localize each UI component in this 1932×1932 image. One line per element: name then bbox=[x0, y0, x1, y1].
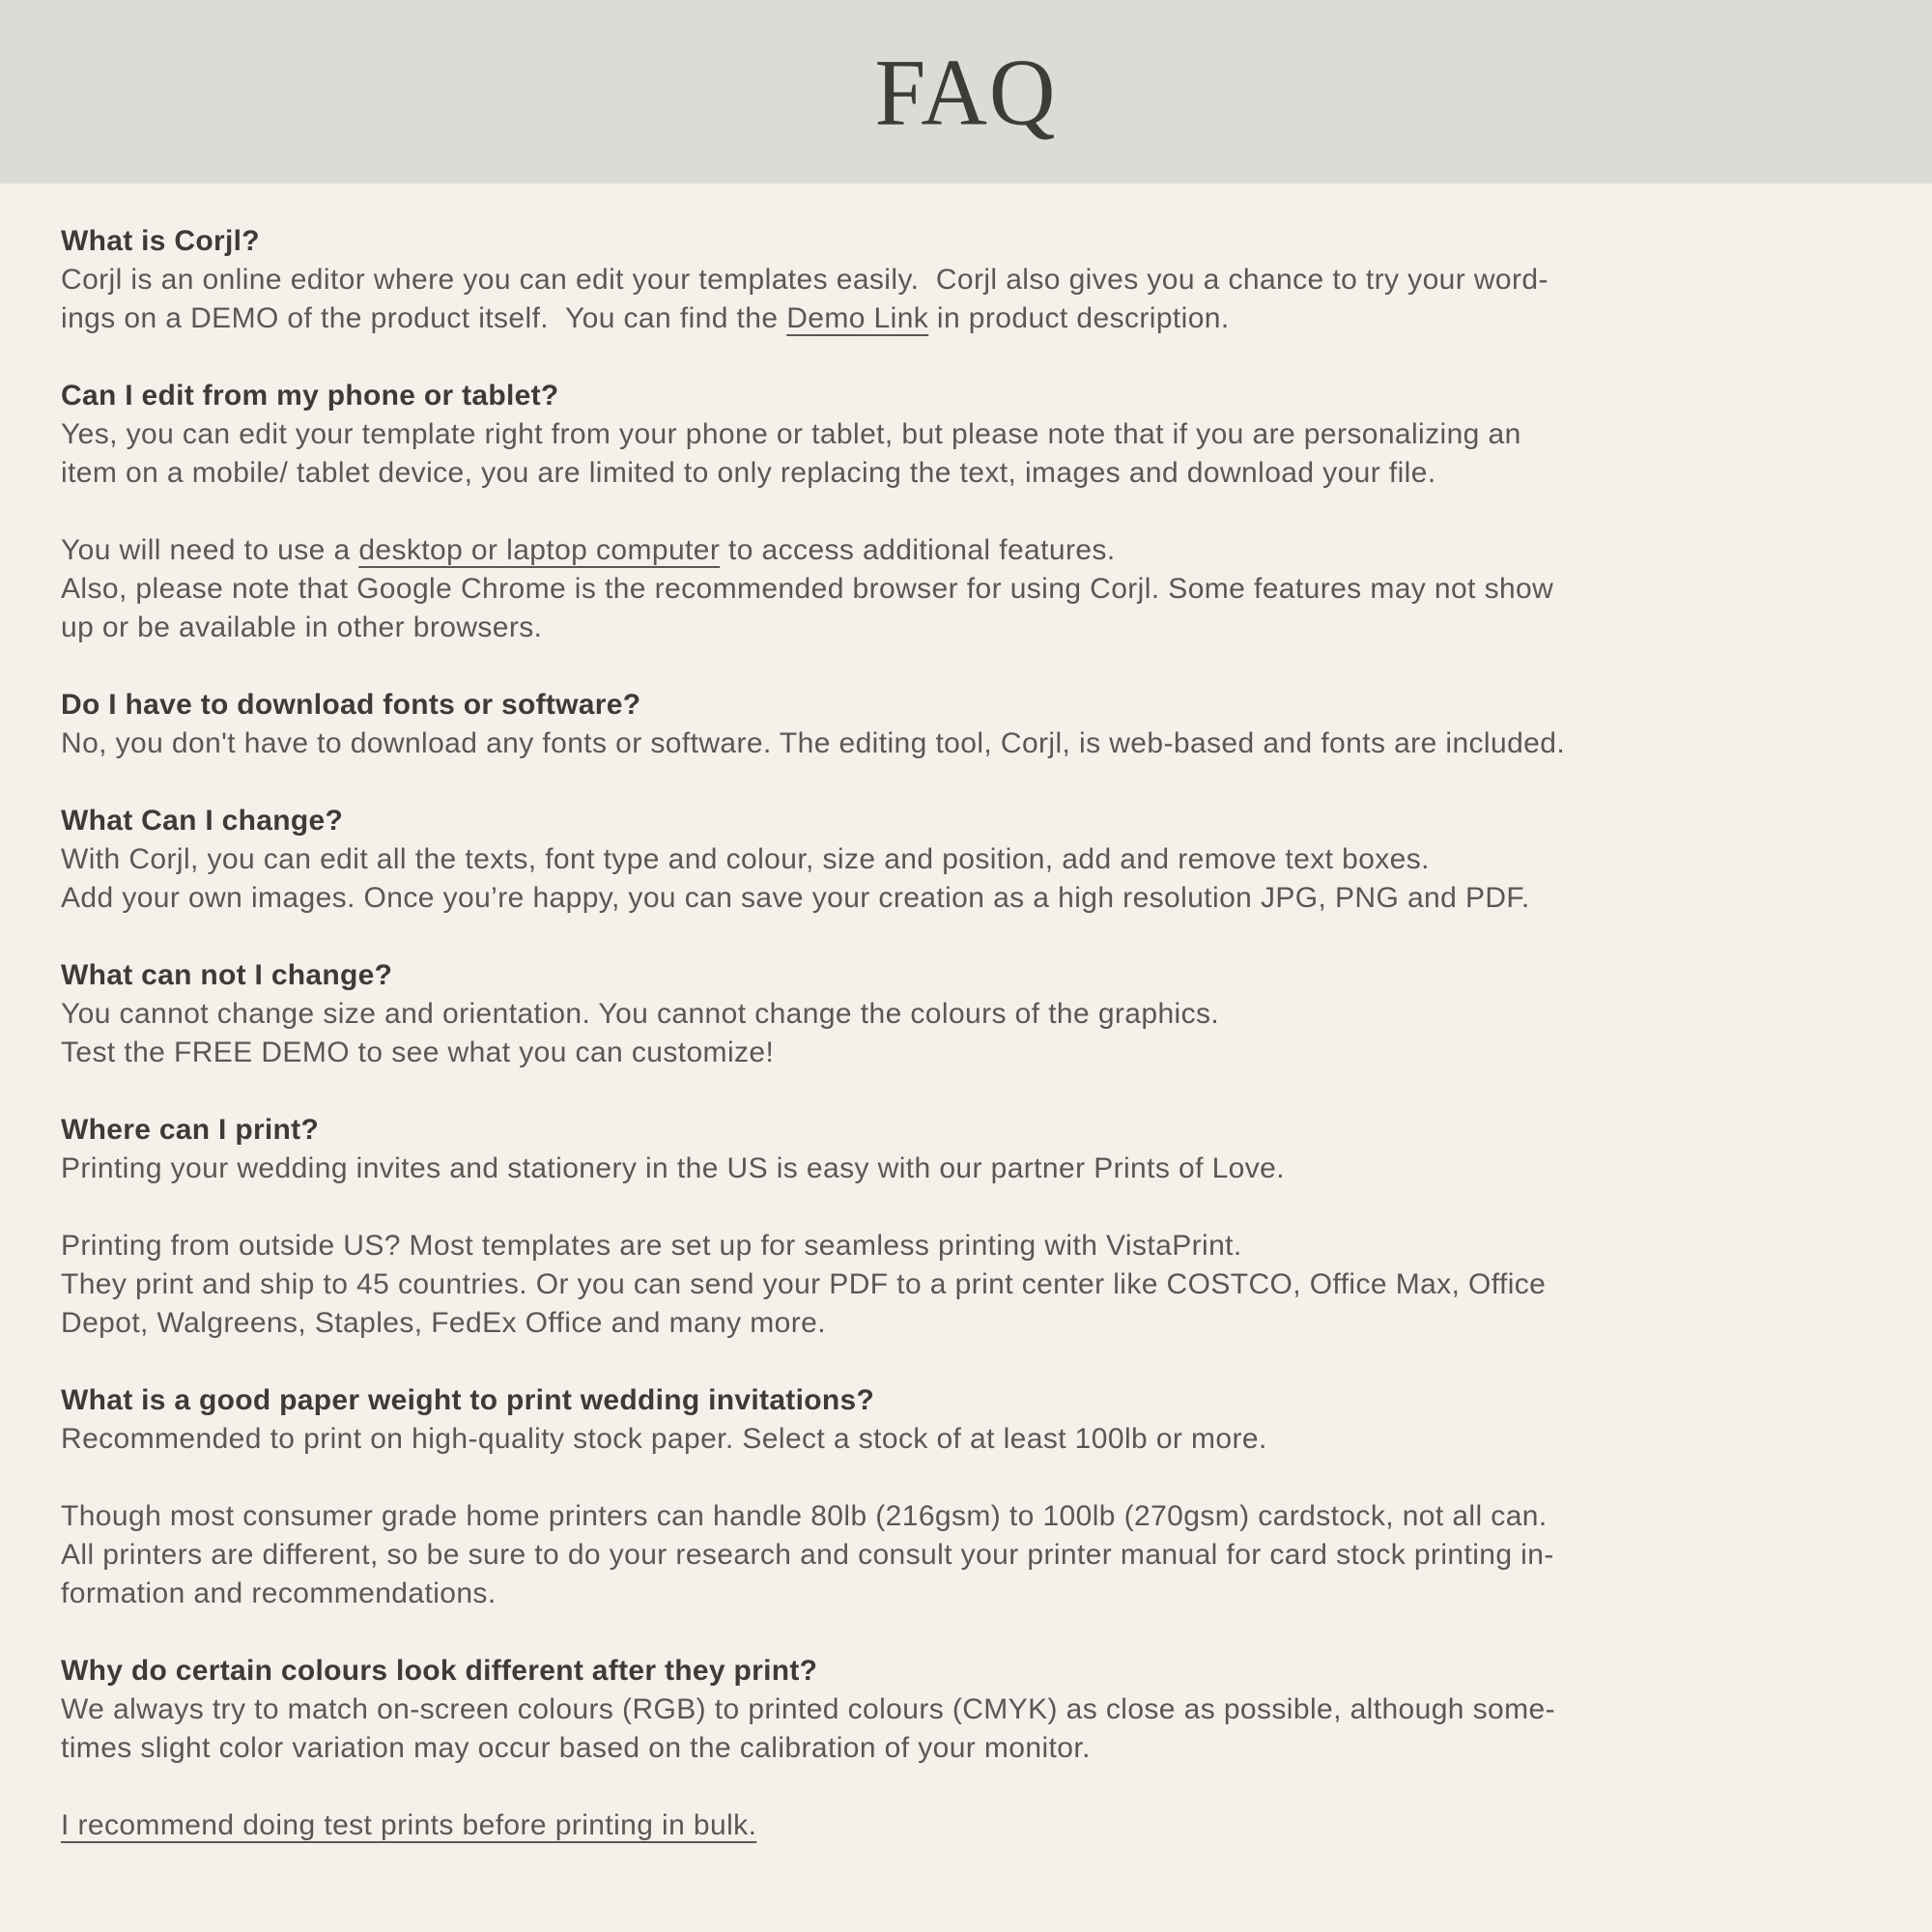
faq-section bbox=[61, 1381, 1871, 1613]
answer-text: We always try to match on-screen colours (RGB) to printed colours (CMYK) as close as possible, although some- bbox=[61, 1693, 1555, 1725]
faq-answer-line bbox=[61, 1227, 1871, 1265]
faq-answer-line bbox=[61, 1729, 1871, 1768]
answer-text: Add your own images. Once you’re happy, you can save your creation as a high resolution JPG, PNG and PDF. bbox=[61, 882, 1530, 914]
answer-text: Depot, Walgreens, Staples, FedEx Office and many more. bbox=[61, 1307, 826, 1339]
answer-text: Though most consumer grade home printers can handle 80lb (216gsm) to 100lb (270gsm) cardstock, not all can. bbox=[61, 1500, 1548, 1532]
faq-answer-line bbox=[61, 1690, 1871, 1729]
faq-answer-line bbox=[61, 995, 1871, 1034]
answer-text: You cannot change size and orientation. You cannot change the colours of the graphics. bbox=[61, 998, 1220, 1030]
answer-text: ings on a DEMO of the product itself. You can find the bbox=[61, 302, 787, 334]
faq-section bbox=[61, 802, 1871, 918]
answer-text: in product description. bbox=[928, 302, 1230, 334]
answer-text: Test the FREE DEMO to see what you can customize! bbox=[61, 1037, 775, 1068]
faq-section bbox=[61, 956, 1871, 1072]
answer-text: formation and recommendations. bbox=[61, 1577, 497, 1609]
faq-question: Where can I print? bbox=[61, 1114, 320, 1146]
faq-section bbox=[61, 1111, 1871, 1343]
answer-text: Printing your wedding invites and stationery in the US is easy with our partner Prints of Love. bbox=[61, 1152, 1285, 1184]
faq-answer-line bbox=[61, 1150, 1871, 1188]
faq-section bbox=[61, 377, 1871, 647]
faq-answer-line bbox=[61, 531, 1871, 570]
faq-answer-line bbox=[61, 1497, 1871, 1536]
answer-text: up or be available in other browsers. bbox=[61, 611, 543, 643]
blank-line bbox=[61, 1188, 1871, 1227]
blank-line bbox=[61, 493, 1871, 531]
faq-question: Can I edit from my phone or tablet? bbox=[61, 380, 559, 412]
test-prints-recommendation: I recommend doing test prints before printing in bulk. bbox=[61, 1809, 757, 1841]
page-header bbox=[0, 0, 1932, 184]
faq-question: What Can I change? bbox=[61, 805, 344, 837]
faq-question: What is a good paper weight to print wedding invitations? bbox=[61, 1384, 875, 1416]
faq-answer-line bbox=[61, 570, 1871, 609]
faq-question: Why do certain colours look different after they print? bbox=[61, 1655, 818, 1687]
desktop-laptop-emphasis: desktop or laptop computer bbox=[358, 534, 721, 566]
faq-section bbox=[61, 1652, 1871, 1845]
answer-text: to access additional features. bbox=[720, 534, 1116, 566]
answer-text: They print and ship to 45 countries. Or you can send your PDF to a print center like COSTCO, Office Max, Office bbox=[61, 1268, 1547, 1300]
faq-answer-line bbox=[61, 609, 1871, 647]
blank-line bbox=[61, 1768, 1871, 1806]
faq-answer-line bbox=[61, 415, 1871, 454]
faq-answer-line bbox=[61, 840, 1871, 879]
faq-answer-line bbox=[61, 1034, 1871, 1072]
faq-question: What is Corjl? bbox=[61, 225, 260, 257]
blank-line bbox=[61, 1459, 1871, 1497]
faq-section bbox=[61, 686, 1871, 763]
faq-answer-line bbox=[61, 1265, 1871, 1304]
answer-text: Also, please note that Google Chrome is the recommended browser for using Corjl. Some features may not show bbox=[61, 573, 1554, 605]
answer-text: All printers are different, so be sure to do your research and consult your printer manual for card stock printing in- bbox=[61, 1539, 1554, 1571]
faq-answer-line bbox=[61, 879, 1871, 918]
faq-answer-line bbox=[61, 1575, 1871, 1613]
answer-text: Yes, you can edit your template right from your phone or tablet, but please note that if you are personalizing an bbox=[61, 418, 1521, 450]
answer-text: Recommended to print on high-quality stock paper. Select a stock of at least 100lb or more. bbox=[61, 1423, 1267, 1455]
faq-question: Do I have to download fonts or software? bbox=[61, 689, 641, 721]
demo-link[interactable]: Demo Link bbox=[786, 302, 929, 334]
answer-text: No, you don't have to download any fonts or software. The editing tool, Corjl, is web-based and fonts are included. bbox=[61, 727, 1566, 759]
answer-text: You will need to use a bbox=[61, 534, 359, 566]
faq-section bbox=[61, 222, 1871, 338]
answer-text: Printing from outside US? Most templates are set up for seamless printing with VistaPrint. bbox=[61, 1230, 1242, 1262]
faq-answer-line bbox=[61, 1304, 1871, 1343]
faq-answer-line bbox=[61, 1806, 1871, 1845]
faq-answer-line bbox=[61, 1536, 1871, 1575]
faq-answer-line bbox=[61, 1420, 1871, 1459]
answer-text: item on a mobile/ tablet device, you are limited to only replacing the text, images and download your file. bbox=[61, 457, 1436, 489]
faq-answer-line bbox=[61, 299, 1871, 338]
faq-answer-line bbox=[61, 454, 1871, 493]
faq-answer-line bbox=[61, 261, 1871, 299]
faq-question: What can not I change? bbox=[61, 959, 393, 991]
faq-answer-line bbox=[61, 724, 1871, 763]
answer-text: Corjl is an online editor where you can edit your templates easily. Corjl also gives you a chance to try your word- bbox=[61, 264, 1548, 296]
answer-text: With Corjl, you can edit all the texts, font type and colour, size and position, add and remove text boxes. bbox=[61, 843, 1430, 875]
page-title: FAQ bbox=[874, 38, 1058, 146]
answer-text: times slight color variation may occur based on the calibration of your monitor. bbox=[61, 1732, 1091, 1764]
faq-content bbox=[0, 184, 1932, 1845]
